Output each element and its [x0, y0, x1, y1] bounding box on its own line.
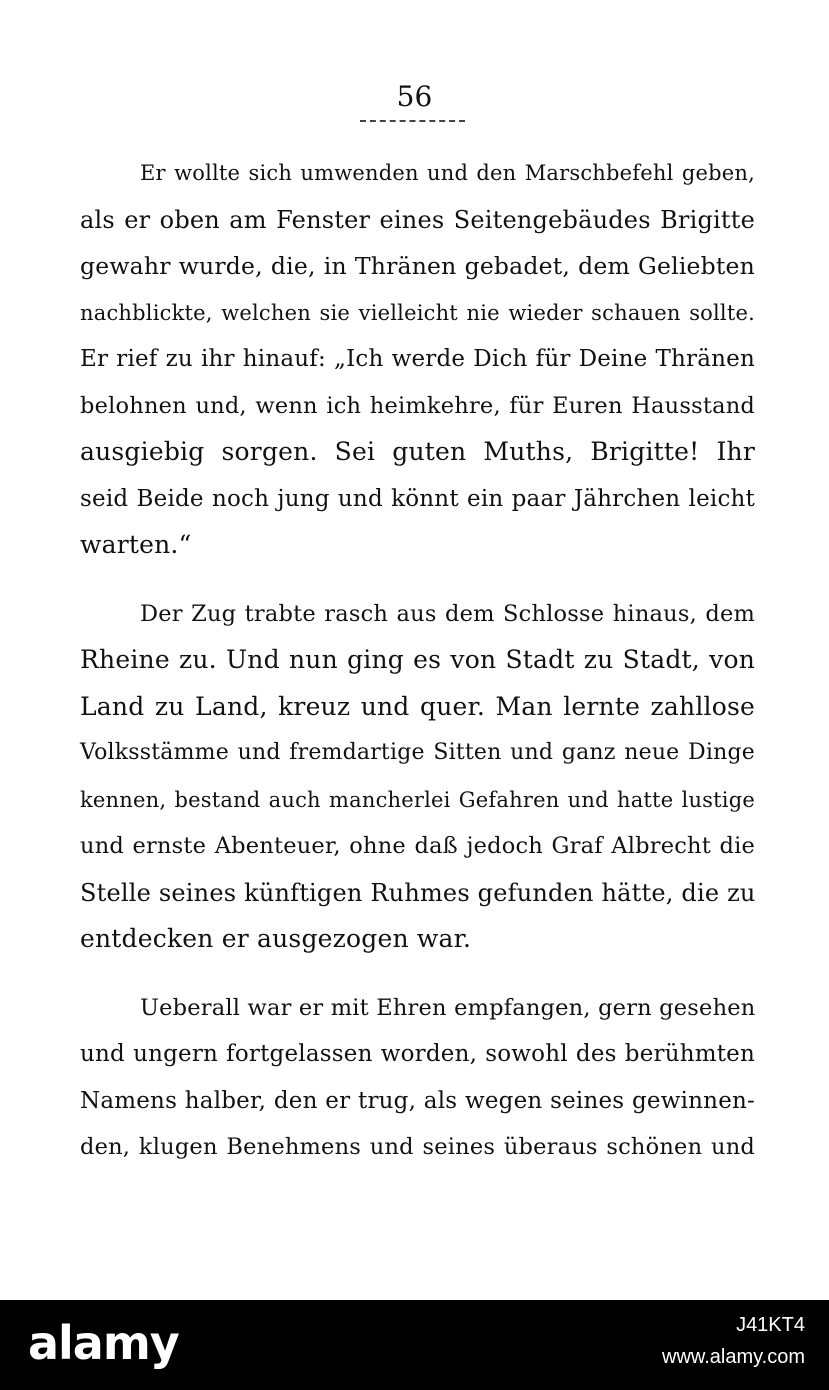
text-line: als er oben am Fenster eines Seitengebäudes Brigitte: [80, 205, 755, 234]
text-line: nachblickte, welchen sie vielleicht nie wieder schauen sollte.: [80, 300, 755, 325]
text-line: belohnen und, wenn ich heimkehre, für Euren Hausstand: [80, 392, 755, 419]
text-line: gewahr wurde, die, in Thränen gebadet, dem Geliebten: [80, 252, 755, 280]
text-line: Er wollte sich umwenden und den Marschbefehl geben,: [140, 161, 755, 185]
body-text: [80, 150, 755, 1171]
text-line: warten.“: [80, 530, 192, 559]
text-line: und ernste Abenteuer, ohne daß jedoch Graf Albrecht die: [80, 833, 755, 859]
page-number: 56: [396, 80, 433, 113]
text-line: Rheine zu. Und nun ging es von Stadt zu Stadt, von: [80, 645, 755, 674]
watermark-logo: alamy: [28, 1316, 179, 1370]
text-line: kennen, bestand auch mancherlei Gefahren und hatte lustige: [80, 787, 755, 812]
text-line: Stelle seines künftigen Ruhmes gefunden hätte, die zu: [80, 878, 756, 907]
text-line: Ueberall war er mit Ehren empfangen, gern gesehen: [140, 994, 756, 1021]
text-line: Er rief zu ihr hinauf: „Ich werde Dich für Deine Thränen: [80, 346, 755, 372]
text-line: entdecken er ausgezogen war.: [80, 924, 472, 953]
text-line: Land zu Land, kreuz und quer. Man lernte zahllose: [80, 691, 755, 721]
text-line: den, klugen Benehmens und seines überaus schönen und: [80, 1134, 755, 1160]
watermark-bar: [0, 1300, 829, 1390]
text-line: seid Beide noch jung und könnt ein paar Jährchen leicht: [80, 485, 755, 512]
text-line: Der Zug trabte rasch aus dem Schlosse hinaus, dem: [140, 600, 755, 627]
text-line: ausgiebig sorgen. Sei guten Muths, Brigitte! Ihr: [80, 437, 755, 466]
image-id: J41KT4: [736, 1314, 805, 1336]
header-rule: [360, 120, 465, 122]
text-line: Volksstämme und fremdartige Sitten und ganz neue Dinge: [80, 740, 755, 765]
text-line: Namens halber, den er trug, als wegen seines gewinnen-: [80, 1087, 755, 1114]
site-url: www.alamy.com: [662, 1346, 805, 1368]
text-line: und ungern fortgelassen worden, sowohl des berühmten: [80, 1041, 755, 1067]
